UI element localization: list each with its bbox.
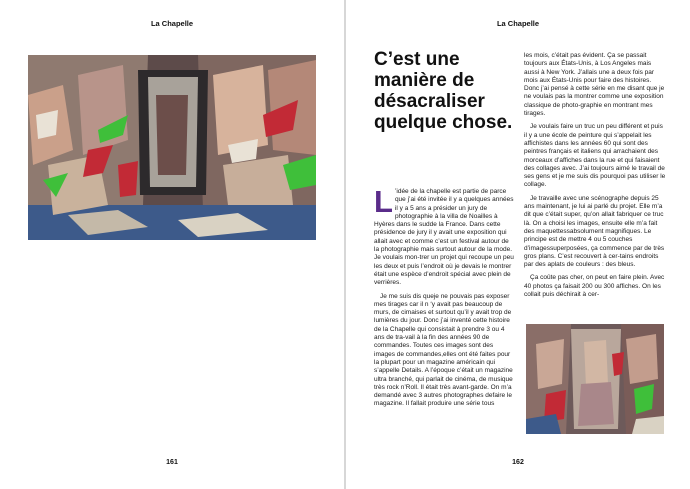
- text-column-2: [524, 52, 666, 304]
- paragraph: Je me suis dis queje ne pouvais pas exposer mes tirages car il n ‘y avait pas beaucoup de murs, de cimaises et surtout qu’il y avait trop de lumières du jour. Donc j’ai inventé cette histoire de la Chapelle qui consistait à prendre 3 ou 4 ans de tra-vail à la fin des années 90 de commandes. Toutes ces images sont des images de commandes,elles ont été faites pour la plupart pour un magazine américain qui s’appelle Details. A l’époque c’était un magazine ultra branché, qui parlait de cinéma, de musique très rock n’Roll. Il était très avant-garde. On m’a demandé avec 3 autres photographes defaire le magazine. Il fallait produire une série tous: [374, 292, 513, 408]
- page-number: 161: [166, 459, 178, 466]
- photo-collage-illustration: [28, 55, 316, 240]
- paragraph: ’idée de la chapelle est partie de parce que j’ai été invitée il y a quelques années il y a 5 ans a présider un jury de photographie à la villa de Noailles à Hyères dans le sudde la France. Dans cette présidence de jury il y avait une exposition qui allait avec et comme c’est un festival autour de la photographie mais surtout autour de la mode. Je voulais mon-trer un projet qui recoupe un peu les deux et puis l’endroit où je devais le montrer était une espèce d’endroit spécial avec plein de verrières.: [374, 188, 514, 287]
- left-page: [0, 0, 344, 489]
- article-headline: C’est une manière de désacraliser quelque chose.: [374, 49, 513, 133]
- page-number: 162: [512, 459, 524, 466]
- running-head: La Chapelle: [496, 19, 540, 28]
- chapelle-installation-photo: [28, 55, 316, 240]
- drop-cap: L: [374, 184, 393, 219]
- paragraph: les mois, c’était pas évident. Ça se passait toujours aux États-Unis, à Los Angeles mais aussi à New York. J’allais une a deux fois par mois aux États-Unis pour faire des histoires. Donc j’ai pensé à cette série en me disant que je ne voulais pas la montrer comme une exposition classique de photo-graphie en montrant mes tirages.: [524, 52, 665, 118]
- paragraph-with-dropcap: [374, 184, 515, 288]
- running-head: La Chapelle: [150, 19, 194, 28]
- right-page: [346, 0, 690, 489]
- photo-collage-detail-illustration: [526, 324, 664, 434]
- paragraph: Je voulais faire un truc un peu différent et puis il y a une école de peinture qui s’appelait les affichistes dans les années 60 qui sont des peintres français et italiens qui arrachaient des morceaux d’affiches dans la rue et qui faisaient des collages avec. J’ai toujours aimé le travail de ses gens et je me suis dis pourquoi pas utiliser le collage.: [524, 123, 666, 189]
- collage-detail-photo: [526, 324, 664, 434]
- paragraph: Ça coûte pas cher, on peut en faire plein. Avec 40 photos ça faisait 200 ou 300 affiches. On les collait puis déchirait à cer-: [524, 274, 665, 299]
- text-column-1: [374, 184, 515, 414]
- paragraph: Je travaille avec une scénographe depuis 25 ans maintenant, je lui ai parlé du projet. Elle m’a dit que c’était super, qu’on allait fabriquer ce truc là. On a choisi les images, ensuite elle m’a fait des maquettessabsolument magnifiques. Le principe est de mettre 4 ou 5 couches d’imagessuperposées, ça commence par de très gros plans. C’est recouvert à cer-tains endroits par des aplats de couleurs : des bleus.: [524, 194, 665, 269]
